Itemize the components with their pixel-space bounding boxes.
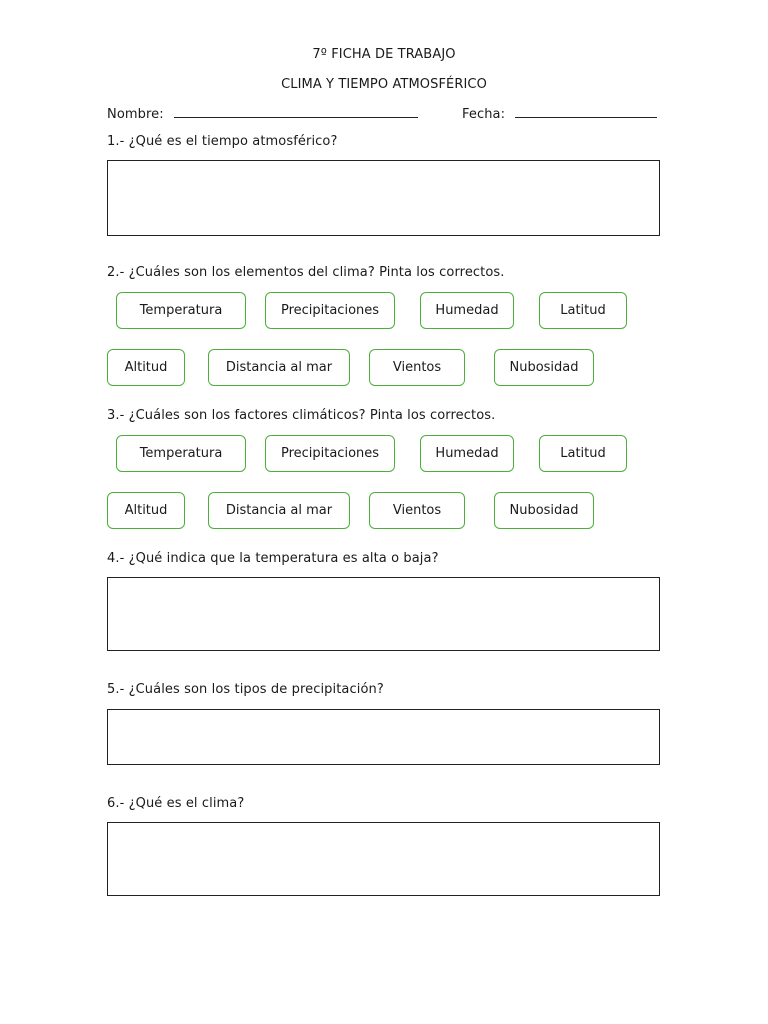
worksheet-title: 7º FICHA DE TRABAJO	[312, 47, 456, 62]
q3-option-nubosidad[interactable]: Nubosidad	[494, 492, 594, 529]
question-1-answer-box[interactable]	[107, 160, 660, 236]
question-3-text: 3.- ¿Cuáles son los factores climáticos? Pinta los correctos.	[107, 408, 496, 423]
q2-option-temperatura[interactable]: Temperatura	[116, 292, 246, 329]
question-4-text: 4.- ¿Qué indica que la temperatura es alta o baja?	[107, 551, 439, 566]
q2-option-nubosidad[interactable]: Nubosidad	[494, 349, 594, 386]
q3-option-distancia-al-mar[interactable]: Distancia al mar	[208, 492, 350, 529]
name-label: Nombre:	[107, 107, 164, 122]
q2-option-precipitaciones[interactable]: Precipitaciones	[265, 292, 395, 329]
date-field[interactable]	[462, 105, 657, 122]
q2-option-vientos[interactable]: Vientos	[369, 349, 465, 386]
q3-option-latitud[interactable]: Latitud	[539, 435, 627, 472]
q3-option-vientos[interactable]: Vientos	[369, 492, 465, 529]
date-label: Fecha:	[462, 107, 506, 122]
q2-option-latitud[interactable]: Latitud	[539, 292, 627, 329]
q3-option-altitud[interactable]: Altitud	[107, 492, 185, 529]
name-blank-line[interactable]	[174, 105, 418, 118]
q2-option-humedad[interactable]: Humedad	[420, 292, 514, 329]
q2-option-distancia-al-mar[interactable]: Distancia al mar	[208, 349, 350, 386]
q3-option-precipitaciones[interactable]: Precipitaciones	[265, 435, 395, 472]
date-blank-line[interactable]	[515, 105, 657, 118]
q3-option-humedad[interactable]: Humedad	[420, 435, 514, 472]
name-field[interactable]	[107, 105, 418, 122]
q3-option-temperatura[interactable]: Temperatura	[116, 435, 246, 472]
question-6-answer-box[interactable]	[107, 822, 660, 896]
question-5-text: 5.- ¿Cuáles son los tipos de precipitación?	[107, 682, 384, 697]
q2-option-altitud[interactable]: Altitud	[107, 349, 185, 386]
question-6-text: 6.- ¿Qué es el clima?	[107, 796, 245, 811]
question-2-text: 2.- ¿Cuáles son los elementos del clima? Pinta los correctos.	[107, 265, 505, 280]
question-5-answer-box[interactable]	[107, 709, 660, 765]
worksheet-subtitle: CLIMA Y TIEMPO ATMOSFÉRICO	[281, 77, 487, 92]
question-4-answer-box[interactable]	[107, 577, 660, 651]
question-1-text: 1.- ¿Qué es el tiempo atmosférico?	[107, 134, 338, 149]
